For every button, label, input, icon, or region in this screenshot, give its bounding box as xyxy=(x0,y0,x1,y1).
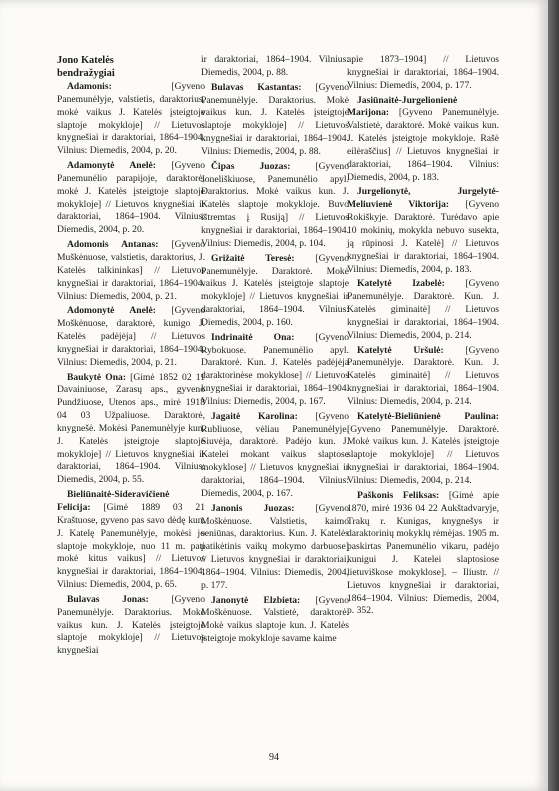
entry-text: [Gyveno Moškėnuose. Valstietė, daraktorė. Mokė vaikus slaptoje kun. J. Katelės įsteigtoje mokykloje savame kaime xyxy=(201,594,350,645)
bibliography-entry xyxy=(347,278,499,342)
bibliography-entry xyxy=(201,411,349,501)
entry-name: Janonis Juozas: xyxy=(211,502,295,514)
column-1-entries xyxy=(57,81,205,658)
entry-text: [Gyveno Panemunėlyje. Daraktorė. Kun. J. Katelės giminaitė] // Lietuvos knygnešiai ir daraktoriai, 1864–1904. Vilnius: Diemedis, 2004, p. 214. xyxy=(347,278,499,341)
bibliography-entry xyxy=(347,54,499,93)
column-3-entries xyxy=(347,54,499,618)
bibliography-entry xyxy=(57,489,205,592)
entry-name: Bulavas Kastantas: xyxy=(211,81,302,93)
entry-name: Grižaitė Teresė: xyxy=(211,252,295,264)
entry-name: Bulavas Jonas: xyxy=(67,593,149,605)
entry-name: Adamonis: xyxy=(67,81,112,92)
section-heading xyxy=(57,54,205,80)
entry-text: [Gyveno Rybokuose. Panemunėlio apyl. Daraktorė. Kun. J. Katelės padėjėja daraktorinėse mokyklose] // Lietuvos knygnešiai ir daraktoriai, 1864–1904. Vilnius: Diemedis, 2004, p. 167. xyxy=(201,331,349,407)
entry-text: [Gimė 1889 03 21 Kraštuose, gyveno pas savo dėdę kun. J. Katelę Panemunėlyje, mokėsi jo slaptoje mokykloje, nuo 11 m. pati mokė kitus vaikus] // Lietuvos knygnešiai ir daraktoriai, 1864–1904. Vilnius: Diemedis, 2004, p. 65. xyxy=(57,502,205,591)
entry-text: ir daraktoriai, 1864–1904. Vilnius: Diemedis, 2004, p. 88. xyxy=(201,54,349,78)
column-1 xyxy=(57,54,205,660)
entry-text: [Gimė 1852 02 11 Davainiuose, Zarasų aps., gyveno Pundžiuose, Utenos aps., mirė 1918 04 03 Užpaliuose. Daraktorė, knygnešė. Mokėsi Panemunėlyje kun. J. Katelės įsteigtoje slaptoje mokykloje] // Lietuvos knygnešiai ir daraktoriai, 1864–1904. Vilnius: Diemedis, 2004, p. 55. xyxy=(57,371,206,486)
bibliography-entry xyxy=(347,345,499,409)
entry-name: Jurgelionytė, Jurgelytė-Meliuvienė Viktorija: xyxy=(347,186,499,211)
column-2 xyxy=(201,54,349,648)
bibliography-entry xyxy=(347,95,499,185)
entry-text: [Gimė apie 1870, mirė 1936 04 22 Aukštadvaryje, Trakų r. Kunigas, knygnešys ir daraktorinių mokyklų rėmėjas. 1905 m. paskirtas Panemunėlio vikaru, padėjo kunigui J. Katelei slaptosiose lietuviškose mokyklose]. – Iliustr. // Lietuvos knygnešiai ir daraktoriai, 1864–1904. Vilnius: Diemedis, 2004, p. 352. xyxy=(347,489,499,617)
entry-name: Katelytė-Bieliūnienė Paulina: xyxy=(357,410,499,422)
bibliography-entry xyxy=(347,490,499,618)
bibliography-entry xyxy=(201,253,349,330)
book-spine-edge xyxy=(548,0,559,791)
entry-name: Katelytė Izabelė: xyxy=(357,278,445,290)
entry-text: apie 1873–1904] // Lietuvos knygnešiai ir daraktoriai, 1864–1904. Vilnius: Diemedis, 2004, p. 177. xyxy=(347,54,499,91)
page-number: 94 xyxy=(269,752,279,763)
bibliography-entry xyxy=(201,161,349,251)
entry-name: Janonytė Elzbieta: xyxy=(211,594,301,606)
entry-text: [Gyveno Panemunėlyje. Valstietė, daraktorė. Mokė vaikus kun. J. Katelės įsteigtoje mokykloje. Rašė eilėraščius] // Lietuvos knygnešiai ir daraktoriai, 1864–1904. Vilnius: Diemedis, 2004, p. 183. xyxy=(347,107,499,183)
heading-line-1: Jono Katelės xyxy=(57,55,114,66)
bibliography-entry xyxy=(57,81,205,158)
bibliography-entry xyxy=(201,503,349,593)
entry-name: Paškonis Feliksas: xyxy=(357,489,440,501)
entry-text: [Gyveno Panemunėlyje, valstietis, daraktorius, mokė vaikus J. Katelės įsteigtoje slaptoje mokykloje] // Lietuvos knygnešiai ir daraktoriai, 1864–1904. Vilnius: Diemedis, 2004, p. 20. xyxy=(57,81,205,157)
entry-name: Bieliūnaitė-Sideravičienė Felicija: xyxy=(57,489,170,513)
entry-name: Adomonytė Anelė: xyxy=(67,305,156,317)
entry-text: [Gyveno Panemunėlyje. Daraktorius. Mokė vaikus kun. J. Katelės įsteigtoje slaptoje mokykloje] // Lietuvos knygnešiai xyxy=(57,593,206,657)
entry-text: [Gyveno Moškėnuose, daraktorė, kunigo J. Katelės padėjėja] // Lietuvos knygnešiai ir daraktoriai, 1864–1904. Vilnius: Diemedis, 2004, p. 21. xyxy=(57,305,205,368)
bibliography-entry xyxy=(57,305,205,369)
entry-name: Jagaitė Karolina: xyxy=(211,410,298,422)
entry-text: [Gyveno Moškėnuose. Valstietis, kaimo seniūnas, daraktorius. Kun. J. Katelės patikėtinis vaikų mokymo darbuose] // Lietuvos knygnešiai ir daraktoriai, 1864–1904. Vilnius: Diemedis, 2004, p. 177. xyxy=(201,502,349,591)
bibliography-entry xyxy=(201,332,349,409)
entry-name: Čipas Juozas: xyxy=(211,160,291,172)
bibliography-entry xyxy=(57,594,205,658)
entry-text: [Gyveno Rubliuose, vėliau Panemunėlyje. Siuvėja, daraktorė. Padėjo kun. J. Katelei mokant vaikus slaptose mokyklose] // Lietuvos knygnešiai ir daraktoriai, 1864–1904. Vilnius: Diemedis, 2004, p. 167. xyxy=(201,410,349,499)
entry-text: [Gyveno Panemunėlyje. Daraktorius. Mokė vaikus kun. J. Katelės įsteigtoje slaptoje mokykloje] // Lietuvos knygnešiai ir daraktoriai, 1864–1904. Vilnius: Diemedis, 2004, p. 88. xyxy=(201,81,349,157)
column-3 xyxy=(347,54,499,620)
entry-text: [Gyveno Muškėnuose, valstietis, daraktorius, J. Katelės talkininkas] // Lietuvos knygnešiai ir daraktoriai, 1864–1904. Vilnius: Diemedis, 2004, p. 21. xyxy=(57,239,205,302)
bibliography-entry xyxy=(201,82,349,159)
column-2-entries xyxy=(201,54,349,646)
entry-text: [Gyveno Panemunėlyje. Daraktorė. Mokė vaikus kun. J. Katelės įsteigtoje slaptoje mokykloje] // Lietuvos knygnešiai ir daraktoriai, 1864–1904. Vilnius: Diemedis, 2004, p. 214. xyxy=(347,423,499,486)
entry-name: Jasiūnaitė-Jurgelionienė Marijona: xyxy=(347,94,458,119)
entry-name: Indrinaitė Ona: xyxy=(211,331,295,343)
entry-name: Baukytė Ona: xyxy=(67,371,127,383)
bibliography-entry xyxy=(201,54,349,80)
entry-text: [Gyveno Joneliškiuose, Panemunėlio apyl. Daraktorius. Mokė vaikus kun. J. Katelės slaptoje mokykloje. Buvo ištremtas į Rusiją] // Lietuvos knygnešiai ir daraktoriai, 1864–1904. Vilnius: Diemedis, 2004, p. 104. xyxy=(201,160,349,249)
entry-name: Katelytė Uršulė: xyxy=(357,344,444,356)
entry-text: [Gyveno Panemunėlyje. Daraktorė. Mokė vaikus J. Katelės įsteigtoje slaptoje mokykloje] // Lietuvos knygnešiai ir daraktoriai, 1864–1904. Vilnius: Diemedis, 2004, p. 160. xyxy=(201,252,349,328)
bibliography-entry xyxy=(347,411,499,488)
entry-text: [Gyveno Rokiškyje. Daraktorė. Turėdavo apie 10 mokinių, mokykla nebuvo susekta, ją rūpinosi J. Katelė] // Lietuvos knygnešiai ir daraktoriai, 1864–1904. Vilnius: Diemedis, 2004, p. 183. xyxy=(347,199,499,275)
bibliography-entry xyxy=(201,595,349,646)
entry-text: [Gyveno Panemunėlyje. Daraktorė. Kun. J. Katelės giminaitė] // Lietuvos knygnešiai ir daraktoriai, 1864–1904. Vilnius: Diemedis, 2004, p. 214. xyxy=(347,344,499,407)
entry-name: Adomonis Antanas: xyxy=(67,239,159,251)
bibliography-entry xyxy=(347,186,499,276)
bibliography-entry xyxy=(57,372,205,488)
entry-name: Adamonytė Anelė: xyxy=(67,160,156,172)
bibliography-entry xyxy=(57,239,205,303)
bibliography-entry xyxy=(57,160,205,237)
entry-text: [Gyveno Panemunėlio parapijoje, daraktorė, mokė J. Katelės įsteigtoje slaptoje mokykloje] // Lietuvos knygnešiai ir daraktoriai, 1864–1904. Vilnius: Diemedis, 2004, p. 20. xyxy=(57,160,205,236)
heading-line-2: bendražygiai xyxy=(57,68,115,79)
